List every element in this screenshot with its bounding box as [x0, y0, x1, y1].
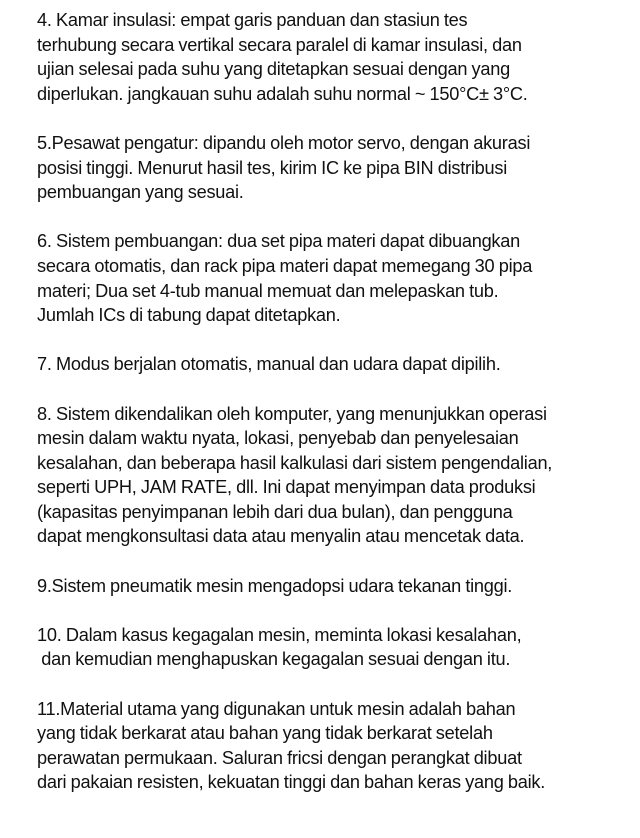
text-line: (kapasitas penyimpanan lebih dari dua bulan), dan pengguna	[37, 501, 513, 522]
paragraph-insulation-chamber	[37, 8, 637, 106]
text-line: dapat mengkonsultasi data atau menyalin atau mencetak data.	[37, 526, 525, 547]
text-line: seperti UPH, JAM RATE, dll. Ini dapat menyimpan data produksi	[37, 477, 536, 498]
text-line: 6. Sistem pembuangan: dua set pipa materi dapat dibuangkan	[37, 231, 521, 252]
text-line: materi; Dua set 4-tub manual memuat dan melepaskan tub.	[37, 280, 499, 301]
text-line: ujian selesai pada suhu yang ditetapkan sesuai dengan yang	[37, 59, 510, 80]
text-line: pembuangan yang sesuai.	[37, 182, 244, 203]
paragraph-pneumatic-system	[37, 574, 637, 599]
text-line: 10. Dalam kasus kegagalan mesin, meminta lokasi kesalahan,	[37, 624, 522, 645]
text-line: perawatan permukaan. Saluran fricsi dengan perangkat dibuat	[37, 747, 522, 768]
text-line: dari pakaian resisten, kekuatan tinggi dan bahan keras yang baik.	[37, 772, 546, 793]
text-line: diperlukan. jangkauan suhu adalah suhu normal ~ 150°C± 3°C.	[37, 83, 528, 104]
text-line: dan kemudian menghapuskan kegagalan sesuai dengan itu.	[37, 649, 511, 670]
paragraph-discharge-system	[37, 229, 637, 327]
text-line: 8. Sistem dikendalikan oleh komputer, yang menunjukkan operasi	[37, 403, 547, 424]
text-line: kesalahan, dan beberapa hasil kalkulasi dari sistem pengendalian,	[37, 452, 553, 473]
paragraph-computer-control	[37, 402, 637, 550]
text-line: 5.Pesawat pengatur: dipandu oleh motor servo, dengan akurasi	[37, 132, 531, 153]
text-line: terhubung secara vertikal secara paralel di kamar insulasi, dan	[37, 34, 522, 55]
text-line: secara otomatis, dan rack pipa materi dapat memegang 30 pipa	[37, 255, 533, 276]
paragraph-main-material	[37, 697, 637, 795]
text-line: yang tidak berkarat atau bahan yang tidak berkarat setelah	[37, 723, 493, 744]
text-line: Jumlah ICs di tabung dapat ditetapkan.	[37, 305, 341, 326]
text-line: mesin dalam waktu nyata, lokasi, penyebab dan penyelesaian	[37, 428, 519, 449]
text-line: 4. Kamar insulasi: empat garis panduan dan stasiun tes	[37, 10, 468, 30]
text-line: 11.Material utama yang digunakan untuk mesin adalah bahan	[37, 698, 516, 719]
text-line: 7. Modus berjalan otomatis, manual dan udara dapat dipilih.	[37, 354, 501, 375]
specification-text	[37, 8, 637, 795]
paragraph-regulating-device	[37, 131, 637, 205]
text-line: posisi tinggi. Menurut hasil tes, kirim IC ke pipa BIN distribusi	[37, 157, 507, 178]
paragraph-running-modes	[37, 352, 637, 377]
text-line: 9.Sistem pneumatik mesin mengadopsi udara tekanan tinggi.	[37, 575, 513, 596]
paragraph-machine-failure	[37, 623, 637, 672]
